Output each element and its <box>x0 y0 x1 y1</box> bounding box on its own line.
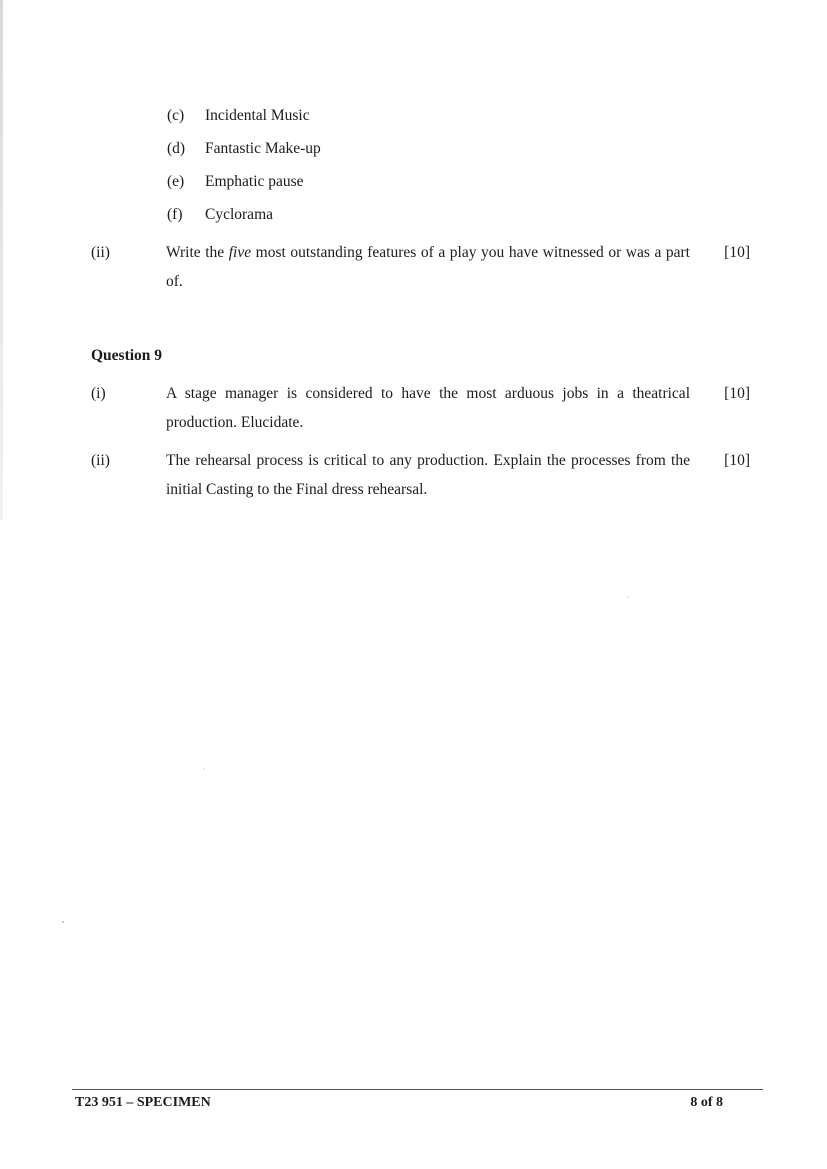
scan-speck <box>203 768 205 770</box>
option-text: Emphatic pause <box>205 173 304 190</box>
option-text: Fantastic Make-up <box>205 140 321 157</box>
footer-rule <box>72 1089 763 1090</box>
option-label: (e) <box>167 173 185 190</box>
q8-ii-label: (ii) <box>91 244 110 261</box>
scan-edge-shadow <box>0 0 3 520</box>
question-9-heading: Question 9 <box>91 347 163 364</box>
q8-ii-text <box>166 238 690 296</box>
q9-i-text: A stage manager is considered to have the most arduous jobs in a theatrical production. Elucidate. <box>166 385 690 431</box>
footer-paper-code: T23 951 – SPECIMEN <box>75 1095 211 1110</box>
footer-page-number: 8 of 8 <box>690 1095 723 1110</box>
q9-ii-marks: [10] <box>724 452 750 469</box>
q8-ii-text-start: Write the <box>166 244 229 261</box>
option-text: Cyclorama <box>205 206 274 223</box>
option-label: (c) <box>167 107 185 124</box>
option-label: (f) <box>167 206 183 223</box>
q8-ii-emphasis: five <box>228 244 252 261</box>
scan-speck <box>627 596 629 598</box>
option-text: Incidental Music <box>205 107 310 124</box>
q9-ii-text: The rehearsal process is critical to any production. Explain the processes from the initial Casting to the Final dress rehearsal. <box>166 452 690 498</box>
q9-i-marks: [10] <box>724 385 750 402</box>
option-label: (d) <box>167 140 186 157</box>
q8-ii-text-end: most outstanding features of a play you have witnessed or was a part of. <box>166 244 690 290</box>
q9-i-label: (i) <box>91 385 106 402</box>
scan-speck <box>62 921 64 923</box>
q9-ii-label: (ii) <box>91 452 110 469</box>
q8-ii-marks: [10] <box>724 244 750 261</box>
